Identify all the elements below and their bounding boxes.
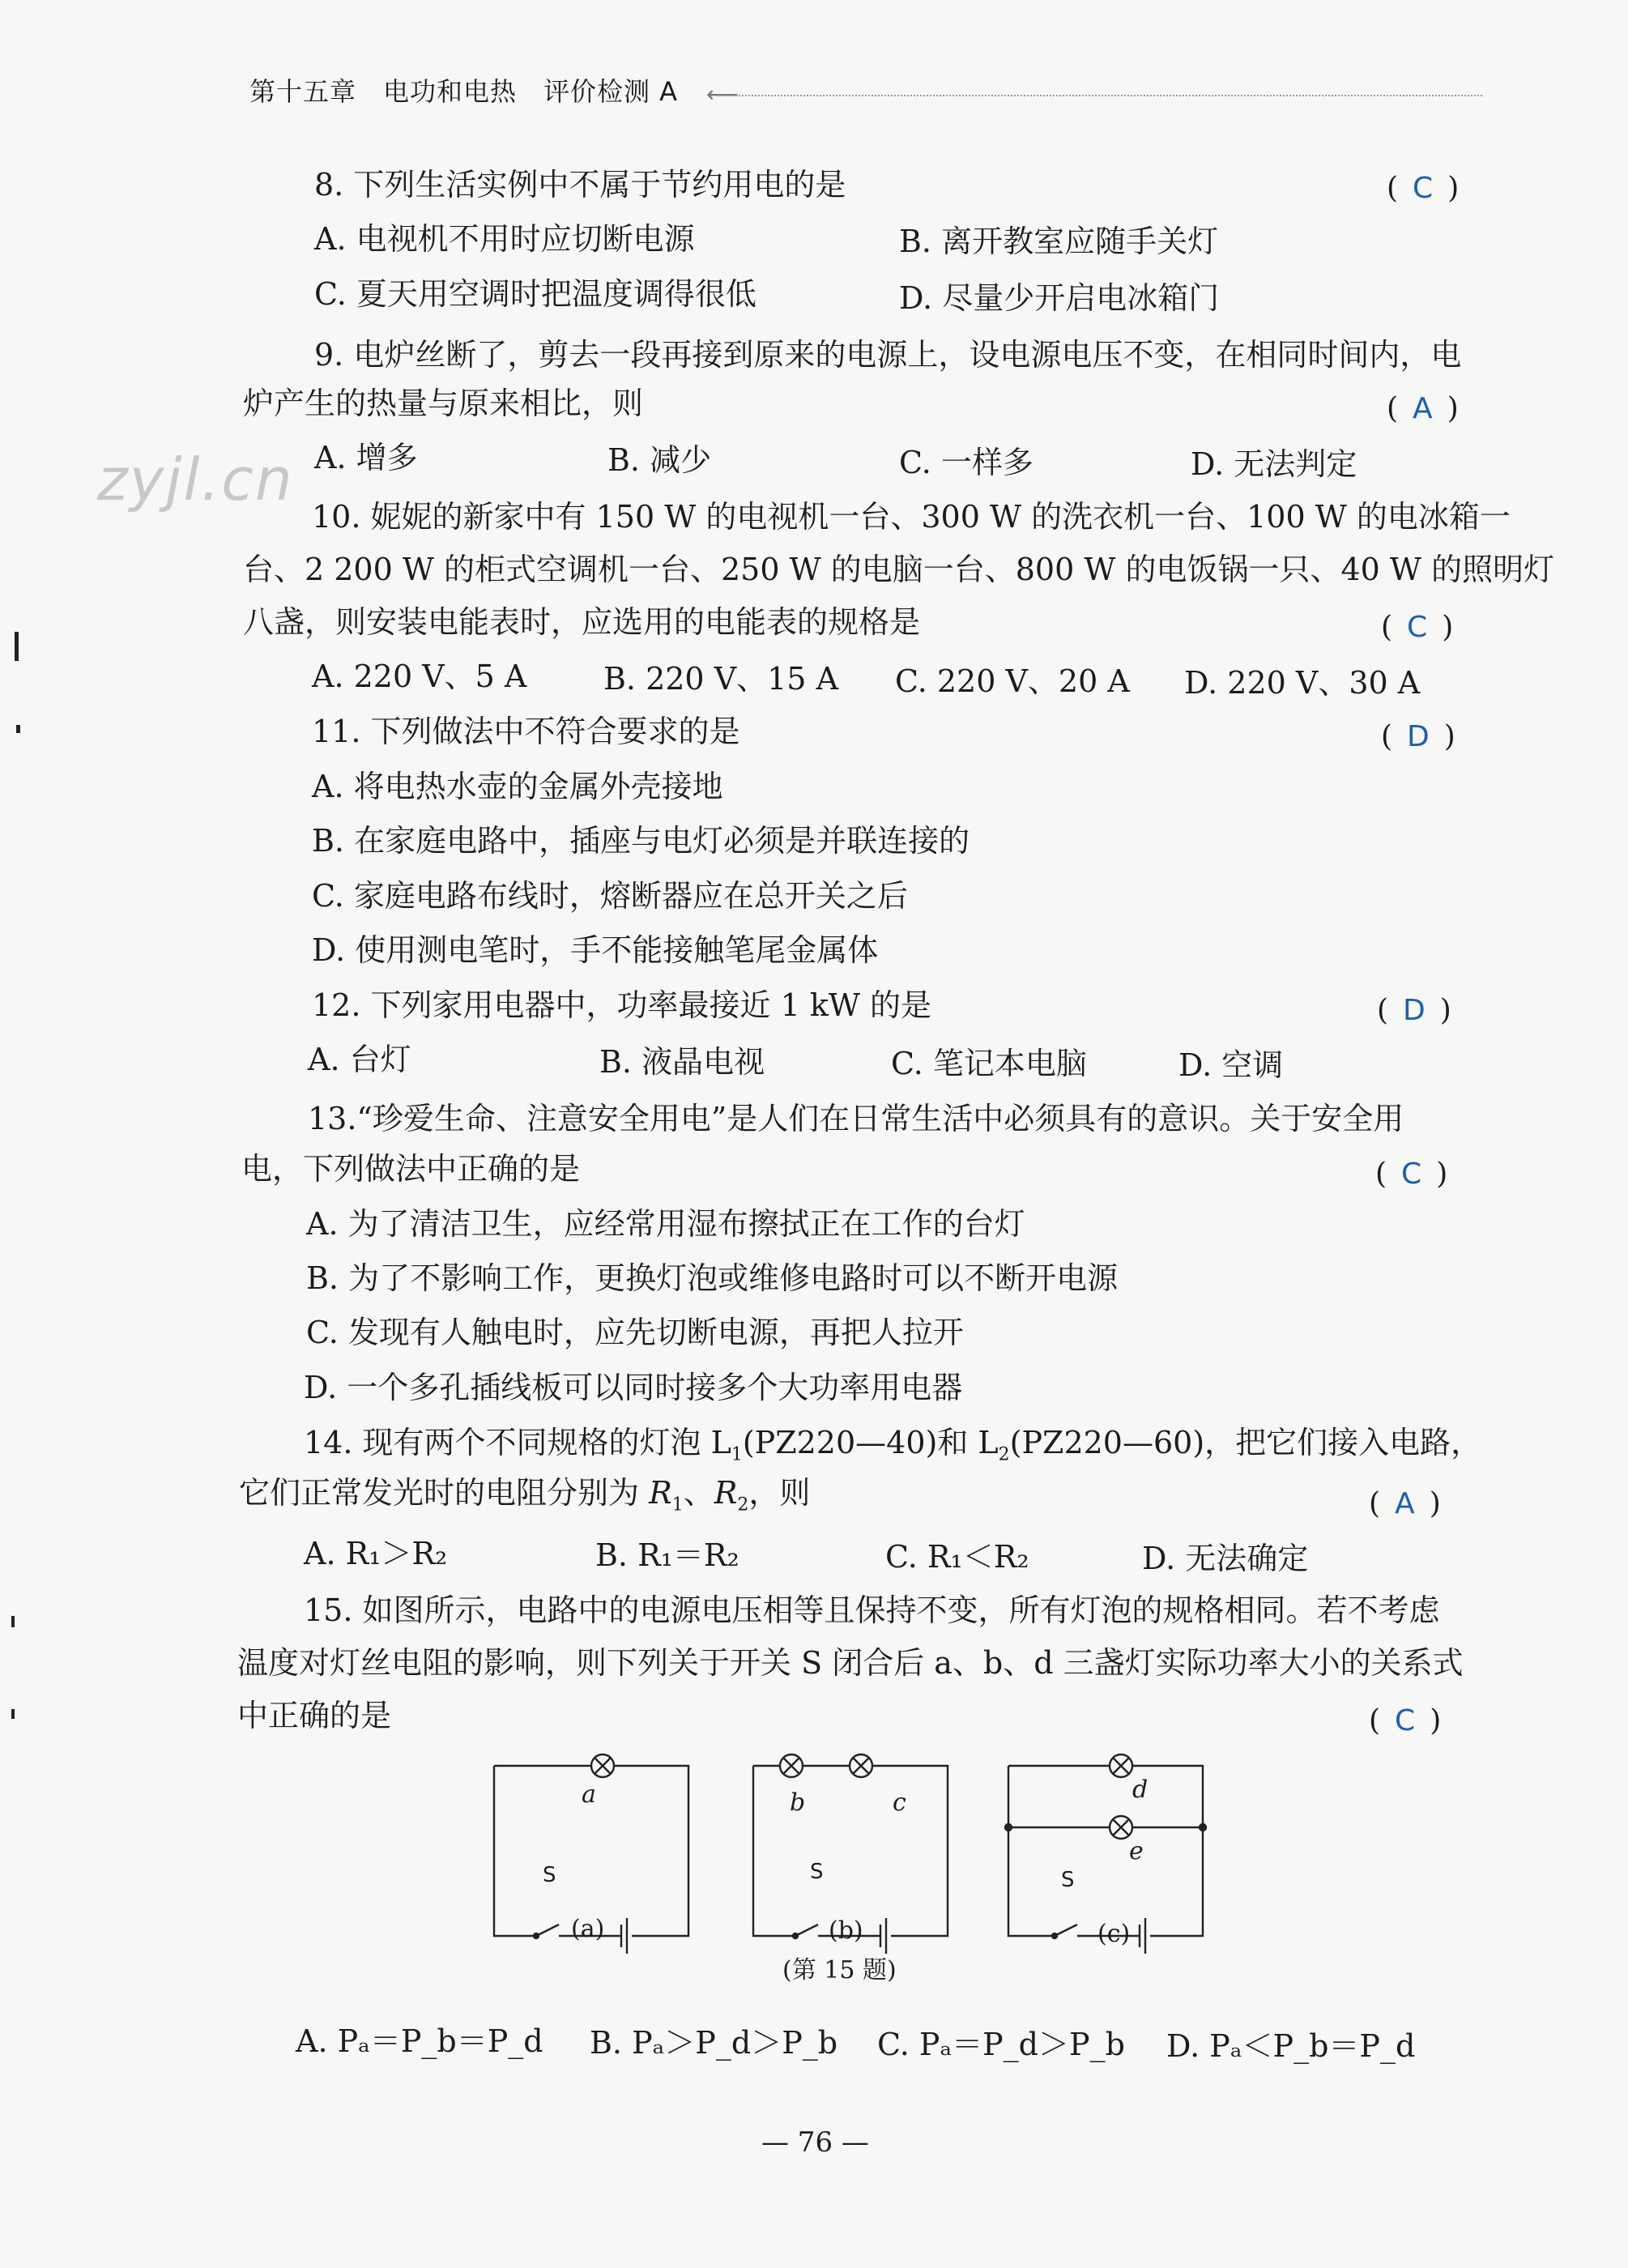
header-divider bbox=[717, 95, 1482, 96]
question-9-option-d: D. 无法判定 bbox=[1191, 446, 1357, 482]
scan-mark bbox=[11, 1709, 15, 1719]
question-13-stem-line2: 电，下列做法中正确的是 bbox=[241, 1151, 581, 1187]
question-15-option-b: B. Pₐ＞P_d＞P_b bbox=[590, 2025, 838, 2061]
switch-c-icon bbox=[1052, 1925, 1077, 1938]
question-9-stem-line1: 9. 电炉丝断了，剪去一段再接到原来的电源上，设电源电压不变，在相同时间内，电 bbox=[314, 337, 1462, 373]
question-8-option-d: D. 尽量少开启电冰箱门 bbox=[899, 280, 1220, 316]
question-14-stem-line2: 它们正常发光时的电阻分别为 $R_1$、$R_2$，则 bbox=[239, 1475, 811, 1516]
question-11-option-a: A. 将电热水壶的金属外壳接地 bbox=[312, 769, 723, 804]
question-13-option-b: B. 为了不影响工作，更换灯泡或维修电路时可以不断开电源 bbox=[306, 1260, 1119, 1296]
question-12-answer: ( D ) bbox=[1377, 994, 1451, 1027]
question-15-option-d: D. Pₐ＜P_b＝P_d bbox=[1166, 2028, 1416, 2064]
lamp-e-icon bbox=[1110, 1816, 1132, 1839]
question-13-stem-line1: 13.“珍爱生命、注意安全用电”是人们在日常生活中必须具有的意识。关于安全用 bbox=[308, 1101, 1404, 1136]
question-11-stem: 11. 下列做法中不符合要求的是 bbox=[312, 714, 740, 749]
label-switch-c: S bbox=[1061, 1868, 1075, 1892]
question-15-answer: ( C ) bbox=[1369, 1704, 1442, 1737]
question-13-option-c: C. 发现有人触电时，应先切断电源，再把人拉开 bbox=[306, 1315, 964, 1350]
question-12-option-d: D. 空调 bbox=[1178, 1047, 1284, 1083]
page-header-title: 第十五章 电功和电热 评价检测 A bbox=[249, 76, 679, 107]
question-11-answer: ( D ) bbox=[1381, 720, 1455, 753]
question-14-option-a: A. R₁＞R₂ bbox=[304, 1536, 448, 1571]
question-11-option-d: D. 使用测电笔时，手不能接触笔尾金属体 bbox=[312, 932, 879, 968]
question-9-option-a: A. 增多 bbox=[314, 440, 418, 475]
caption-c: (c) bbox=[1097, 1920, 1131, 1948]
lamp-d-icon bbox=[1110, 1754, 1132, 1777]
question-15-option-a: A. Pₐ＝P_b＝P_d bbox=[296, 2023, 543, 2059]
header-arrow-icon: ⟵ bbox=[706, 81, 739, 108]
question-12-option-b: B. 液晶电视 bbox=[599, 1044, 765, 1080]
switch-a-icon bbox=[534, 1925, 559, 1938]
caption-b: (b) bbox=[829, 1916, 863, 1945]
question-10-stem-line3: 八盏，则安装电能表时，应选用的电能表的规格是 bbox=[243, 604, 921, 640]
question-14-option-c: C. R₁＜R₂ bbox=[885, 1539, 1029, 1575]
question-10-option-a: A. 220 V、5 A bbox=[312, 659, 527, 694]
question-15-stem-line1: 15. 如图所示，电路中的电源电压相等且保持不变，所有灯泡的规格相同。若不考虑 bbox=[304, 1592, 1440, 1628]
lamp-a-icon bbox=[591, 1754, 614, 1777]
question-10-option-d: D. 220 V、30 A bbox=[1184, 665, 1421, 701]
scan-mark bbox=[11, 1616, 15, 1627]
label-switch-b: S bbox=[810, 1860, 824, 1884]
question-13-answer: ( C ) bbox=[1375, 1157, 1448, 1191]
question-10-option-b: B. 220 V、15 A bbox=[603, 661, 839, 697]
question-10-option-c: C. 220 V、20 A bbox=[895, 663, 1130, 699]
question-8-option-c: C. 夏天用空调时把温度调得很低 bbox=[314, 276, 756, 312]
question-12-option-c: C. 笔记本电脑 bbox=[891, 1046, 1087, 1081]
figure-title: (第 15 题) bbox=[782, 1956, 897, 1985]
switch-b-icon bbox=[793, 1925, 818, 1938]
question-13-option-d: D. 一个多孔插线板可以同时接多个大功率用电器 bbox=[304, 1370, 963, 1405]
question-11-option-b: B. 在家庭电路中，插座与电灯必须是并联连接的 bbox=[312, 823, 970, 859]
question-13-option-a: A. 为了清洁卫生，应经常用湿布擦拭正在工作的台灯 bbox=[306, 1206, 1025, 1242]
label-lamp-a: a bbox=[582, 1780, 596, 1809]
question-8-answer: ( C ) bbox=[1387, 172, 1460, 205]
question-12-stem: 12. 下列家用电器中，功率最接近 1 kW 的是 bbox=[312, 987, 932, 1023]
label-lamp-e: e bbox=[1129, 1837, 1144, 1865]
question-10-answer: ( C ) bbox=[1381, 611, 1454, 644]
question-9-option-c: C. 一样多 bbox=[899, 445, 1033, 480]
label-switch-a: S bbox=[543, 1863, 556, 1887]
question-14-option-d: D. 无法确定 bbox=[1142, 1541, 1309, 1576]
question-14-stem-line1: 14. 现有两个不同规格的灯泡 $L_1(PZ220—40)$和 $L_2(PZ220—60)$，把它们接入电路， bbox=[304, 1425, 1482, 1465]
question-14-option-b: B. R₁＝R₂ bbox=[595, 1537, 739, 1573]
caption-a: (a) bbox=[571, 1915, 605, 1943]
question-10-stem-line1: 10. 妮妮的新家中有 150 W 的电视机一台、300 W 的洗衣机一台、100 W 的电冰箱一 bbox=[312, 499, 1511, 535]
question-9-answer: ( A ) bbox=[1387, 392, 1459, 425]
question-10-stem-line2: 台、2 200 W 的柜式空调机一台、250 W 的电脑一台、800 W 的电饭锅一只、40 W 的照明灯 bbox=[243, 552, 1555, 587]
question-8-option-a: A. 电视机不用时应切断电源 bbox=[314, 221, 695, 257]
question-15-stem-line3: 中正确的是 bbox=[237, 1698, 392, 1733]
label-lamp-b: b bbox=[790, 1788, 806, 1817]
question-15-stem-line2: 温度对灯丝电阻的影响，则下列关于开关 S 闭合后 a、b、d 三盏灯实际功率大小的关系式 bbox=[237, 1645, 1464, 1681]
question-12-option-a: A. 台灯 bbox=[308, 1042, 411, 1077]
page-number: — 76 — bbox=[761, 2126, 869, 2159]
question-11-option-c: C. 家庭电路布线时，熔断器应在总开关之后 bbox=[312, 878, 908, 914]
question-9-stem-line2: 炉产生的热量与原来相比，则 bbox=[243, 386, 644, 421]
question-8-stem: 8. 下列生活实例中不属于节约用电的是 bbox=[314, 167, 846, 202]
question-14-answer: ( A ) bbox=[1369, 1487, 1441, 1520]
question-15-option-c: C. Pₐ＝P_d＞P_b bbox=[877, 2027, 1125, 2062]
label-lamp-c: c bbox=[893, 1788, 906, 1817]
label-lamp-d: d bbox=[1132, 1776, 1149, 1804]
lamp-b-icon bbox=[780, 1754, 803, 1777]
lamp-c-icon bbox=[850, 1754, 872, 1777]
scan-mark bbox=[16, 725, 20, 733]
question-8-option-b: B. 离开教室应随手关灯 bbox=[899, 224, 1219, 259]
watermark: zyjl.cn bbox=[97, 446, 294, 514]
question-9-option-b: B. 减少 bbox=[607, 442, 712, 478]
scan-mark bbox=[15, 632, 19, 661]
